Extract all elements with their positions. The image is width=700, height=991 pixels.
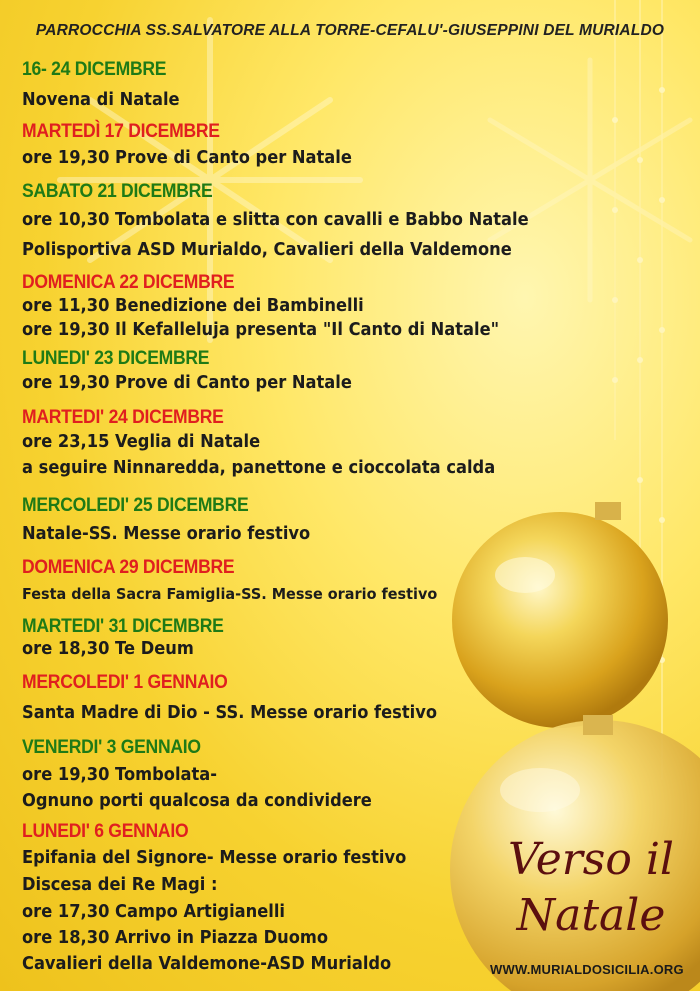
event-text: Polisportiva ASD Murialdo, Cavalieri della Valdemone bbox=[22, 240, 512, 260]
event-text: Santa Madre di Dio - SS. Messe orario festivo bbox=[22, 703, 437, 723]
date-heading: DOMENICA 29 DICEMBRE bbox=[22, 556, 235, 578]
date-heading: SABATO 21 DICEMBRE bbox=[22, 180, 213, 202]
date-heading: VENERDI' 3 GENNAIO bbox=[22, 736, 201, 758]
event-text: Discesa dei Re Magi : bbox=[22, 875, 218, 895]
parish-header: PARROCCHIA SS.SALVATORE ALLA TORRE-CEFALU'-GIUSEPPINI DEL MURIALDO bbox=[35, 22, 665, 39]
event-text: ore 19,30 Il Kefalleluja presenta "Il Canto di Natale" bbox=[22, 320, 500, 340]
event-text: Ognuno porti qualcosa da condividere bbox=[22, 791, 372, 811]
date-heading: MERCOLEDI' 25 DICEMBRE bbox=[22, 494, 249, 516]
event-text: ore 11,30 Benedizione dei Bambinelli bbox=[22, 296, 364, 316]
event-text: ore 18,30 Te Deum bbox=[22, 639, 194, 659]
date-heading: MARTEDÌ 17 DICEMBRE bbox=[22, 120, 220, 142]
website-url: WWW.MURIALDOSICILIA.ORG bbox=[490, 962, 684, 977]
title-verso-il-natale bbox=[496, 832, 686, 944]
event-text: Epifania del Signore- Messe orario festivo bbox=[22, 848, 407, 868]
date-heading: LUNEDI' 23 DICEMBRE bbox=[22, 347, 210, 369]
event-text: ore 23,15 Veglia di Natale bbox=[22, 432, 261, 452]
event-text: Natale-SS. Messe orario festivo bbox=[22, 524, 311, 544]
date-heading: DOMENICA 22 DICEMBRE bbox=[22, 271, 235, 293]
event-text: Novena di Natale bbox=[22, 90, 180, 110]
event-text: ore 18,30 Arrivo in Piazza Duomo bbox=[22, 928, 329, 948]
event-text: ore 19,30 Tombolata- bbox=[22, 765, 218, 785]
event-text: ore 19,30 Prove di Canto per Natale bbox=[22, 148, 352, 168]
event-text: ore 19,30 Prove di Canto per Natale bbox=[22, 373, 352, 393]
event-text: ore 10,30 Tombolata e slitta con cavalli e Babbo Natale bbox=[22, 210, 529, 230]
event-text: Festa della Sacra Famiglia-SS. Messe orario festivo bbox=[22, 585, 438, 603]
title-line-1: Verso il bbox=[507, 834, 674, 885]
date-heading: LUNEDI' 6 GENNAIO bbox=[22, 820, 189, 842]
title-line-2: Natale bbox=[516, 890, 666, 941]
event-text: ore 17,30 Campo Artigianelli bbox=[22, 902, 286, 922]
date-heading: MARTEDI' 24 DICEMBRE bbox=[22, 406, 224, 428]
date-heading: MERCOLEDI' 1 GENNAIO bbox=[22, 671, 228, 693]
event-text: Cavalieri della Valdemone-ASD Murialdo bbox=[22, 954, 392, 974]
event-text: a seguire Ninnaredda, panettone e cioccolata calda bbox=[22, 458, 496, 478]
date-heading: MARTEDI' 31 DICEMBRE bbox=[22, 615, 224, 637]
date-heading: 16- 24 DICEMBRE bbox=[22, 58, 167, 80]
